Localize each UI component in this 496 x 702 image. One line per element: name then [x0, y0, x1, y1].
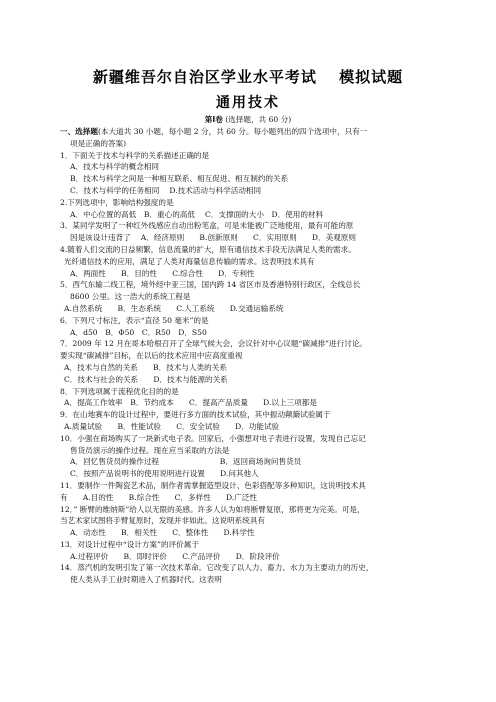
question-line: 要实现“碳减排”目标，在以后的技术应用中应高度重视: [60, 351, 243, 361]
question-line: 12．” 断臂的维纳斯”给人以无限的美感。许多人认为如将断臂复原，那将更为完美。可是，: [60, 504, 365, 514]
question-line: 2.下列选项中，影响结构强度的是: [60, 197, 174, 207]
question-line: 10．小强在商场购买了一块新式电子表。回家后，小强想对电子表进行设置，发现自己忘记: [60, 433, 366, 443]
option-line: A．提高工作效率 B．节约成本 C．提高产品质量 D.以上三项都是: [64, 398, 317, 408]
question-line: 3．某同学发明了一种红外线感应自动出粉笔盒，可是未能被广泛地使用，最有可能的原: [60, 221, 354, 231]
section-intro-cont: 项是正确的答案): [70, 138, 127, 148]
question-body: [60, 126, 460, 586]
question-line: 当艺术家试图将手臂复原时，发现并非如此。这说明系统具有: [60, 516, 266, 526]
question-line: 1．下面关于技术与科学的关系描述正确的是: [60, 150, 210, 160]
volume-label: 第Ⅰ卷: [204, 115, 223, 124]
question-line: 7．2009 年 12 月在哥本哈根召开了全球气候大会，会议针对中心议题“碳减排”进行讨论。: [60, 339, 368, 349]
option-line: A．技术与自然的关系 B．技术与人类的关系: [64, 362, 227, 372]
option-line: C．按照产品说明书的使用说明进行设置 D.问其他人: [70, 469, 259, 479]
question-line: 5．西气东输二线工程，境外经中亚三国，国内跨 14 省区市及香港特别行政区，全线总长: [60, 280, 361, 290]
volume-note: (选择题，共 60 分): [225, 115, 292, 124]
question-line: 11．要制作一件陶瓷艺术品，制作者需掌握造型设计、色彩搭配等多种知识，这说明技术具: [60, 480, 366, 490]
section-label: 一、选择题: [60, 127, 98, 136]
option-line: 使人类从手工业时期进入了机器时代。这表明: [70, 575, 222, 585]
option-line: A．d50 B．Φ50 C．R50 D．S50: [70, 327, 207, 337]
option-line: B．技术与科学之间是一种相互联系、相互促进、相互制约的关系: [70, 174, 289, 184]
exam-title: 新疆维吾尔自治区学业水平考试 模拟试题: [92, 68, 404, 86]
subject-title: 通用技术: [216, 95, 280, 111]
option-line: A.质量试验 B．性能试验 C．安全试验 D．功能试验: [64, 421, 280, 431]
option-line: A．动态性 B．相关性 C．整体性 D.科学性: [70, 528, 255, 538]
question-line: 6．下列尺寸标注，表示“直径 50 毫米”的是: [60, 315, 209, 325]
section-header: [60, 126, 460, 138]
question-line: 13．对设计过程中“设计方案”的评价属于: [60, 539, 199, 549]
option-line: C．技术与社会的关系 D．技术与能源的关系: [64, 374, 228, 384]
section-intro: (本大道共 30 小题，每小题 2 分，共 60 分。每小题列出的四个选项中，只有一: [97, 127, 368, 136]
option-line: A．回忆售货员的操作过程 B．返回商场询问售货员: [70, 457, 302, 467]
option-line: 售货员演示的操作过程。现在应当采取的方法是: [70, 445, 230, 455]
option-line: A.过程评价 B．即时评价 C.产品评价 D．阶段评价: [70, 551, 280, 561]
volume-heading: [0, 114, 496, 125]
option-line: 因是该设计违背了 A．经济原则 B.创新原则 C．实用原则 D．美观原则: [70, 233, 356, 243]
question-line: 9．在山地赛车的设计过程中，要进行多方面的技术试验，其中振动颠簸试验属于: [60, 410, 331, 420]
question-line: 4.随着人们交流的日益频繁，信息流量的扩大，原有通信技术手段无法满足人类的需求。: [60, 244, 356, 254]
question-line: 有 A.目的性 B.综合性 C．多样性 D.广泛性: [60, 492, 257, 502]
option-line: A.自然系统 B．生态系统 C.人工系统 D.交通运输系统: [64, 303, 284, 313]
option-line: C．技术与科学的任务相同 D.技术活动与科学活动相同: [70, 185, 262, 195]
option-line: 光纤通信技术的应用，满足了人类对海量信息传输的需求。这表明技术具有: [64, 256, 315, 266]
option-line: 8600 公里。这一浩大的系统工程是: [70, 292, 191, 302]
option-line: A．中心位置的高低 B．重心的高低 C．支撑面的大小 D．使用的材料: [70, 209, 324, 219]
option-line: A．技术与科学的概念相同: [70, 162, 160, 172]
question-line: 8．下列选项属于流程优化目的的是: [60, 386, 179, 396]
question-line: 14．蒸汽机的发明引发了第一次技术革命。它改变了以人力、畜力、水力为主要动力的历史，: [60, 563, 374, 573]
option-line: A．两面性 B．目的性 C.综合性 D．专利性: [70, 268, 255, 278]
